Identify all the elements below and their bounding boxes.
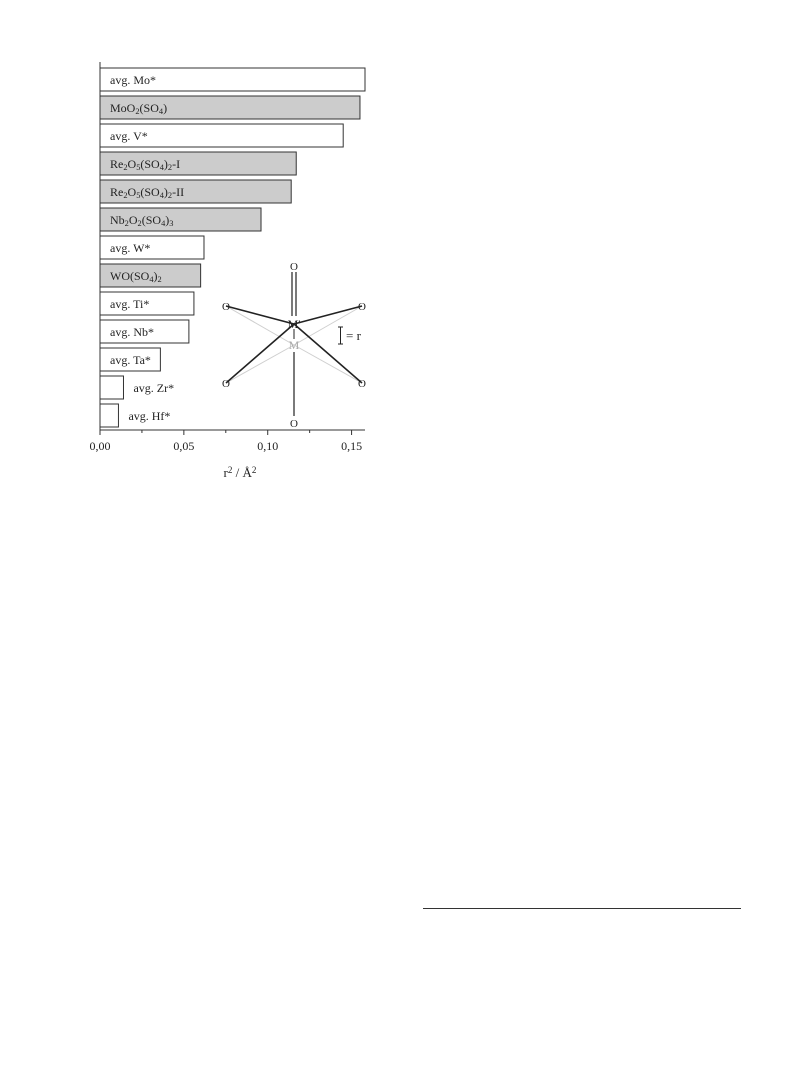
oxygen-label: O: [290, 261, 298, 273]
r-label: = r: [346, 328, 361, 343]
oxygen-label: O: [358, 301, 366, 313]
x-tick-label: 0,15: [341, 439, 363, 453]
x-tick-label: 0,00: [89, 439, 111, 453]
bar: [100, 376, 123, 399]
bar-label: avg. Ta*: [110, 353, 151, 367]
oxygen-label: O: [290, 418, 298, 430]
x-axis-label: r2 / Å2: [223, 464, 257, 480]
bar-label: Re2O5(SO4)2-II: [110, 185, 185, 201]
bar-label: Nb2O2(SO4)3: [110, 213, 174, 229]
bar-label: avg. V*: [110, 129, 148, 143]
bond-mprime-ll: [226, 324, 294, 383]
page-rule: [423, 908, 741, 909]
bond-m-ll: [226, 345, 294, 383]
m-label: M: [288, 338, 300, 352]
bond-mprime-ul: [226, 306, 294, 324]
bar-label: avg. Mo*: [110, 73, 156, 87]
bar-label: WO(SO4)2: [110, 269, 162, 285]
bars-group: [100, 68, 365, 427]
oxygen-label: O: [222, 378, 230, 390]
oxygen-label: O: [358, 378, 366, 390]
x-tick-label: 0,10: [257, 439, 279, 453]
bar: [100, 404, 118, 427]
bond-m-ul: [226, 306, 294, 345]
bond-m-lr: [294, 345, 362, 383]
bar-label: avg. Zr*: [133, 381, 175, 395]
m-prime-label: M': [287, 317, 301, 331]
oxygen-label: O: [222, 301, 230, 313]
bar-label: avg. Ti*: [110, 297, 150, 311]
x-tick-label: 0,05: [173, 439, 195, 453]
bond-mprime-ur: [294, 306, 362, 324]
bar-label: avg. Hf*: [128, 409, 171, 423]
octahedron-inset: [222, 261, 366, 430]
bar-label: avg. Nb*: [110, 325, 154, 339]
bar-label: avg. W*: [110, 241, 151, 255]
bar-label: Re2O5(SO4)2-I: [110, 157, 181, 173]
bar-label: MoO2(SO4): [110, 101, 168, 117]
